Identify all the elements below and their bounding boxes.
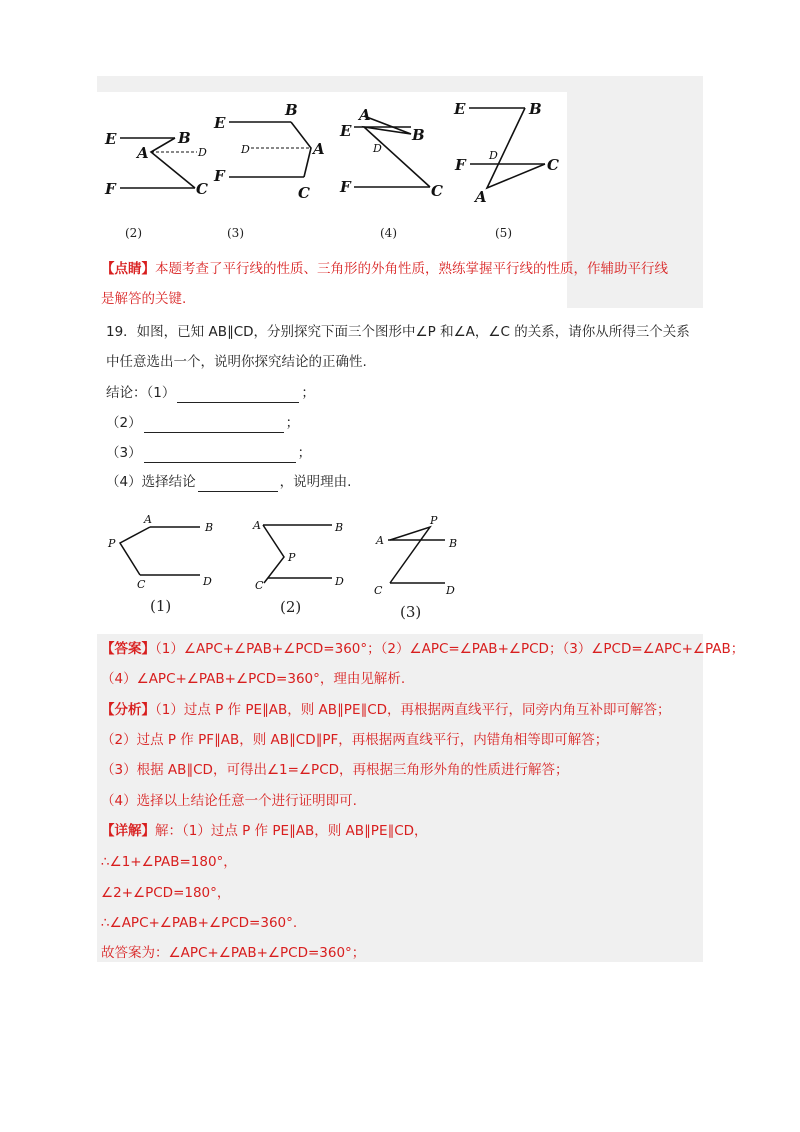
fig4-label-B: B	[412, 126, 425, 144]
previous-solution-panel	[97, 76, 703, 308]
problem-figure-2	[252, 519, 344, 616]
pfig1-label-A: A	[144, 513, 152, 526]
dianjing-line-2: 是解答的关键.	[101, 291, 187, 307]
analysis-text-1: （1）过点 P 作 PE∥AB，则 AB∥PE∥CD，再根据两直线平行，同旁内角互补即可解答；	[155, 702, 671, 718]
pfig3-caption: (3)	[400, 603, 422, 621]
conclusion-3-end: ；	[297, 445, 312, 461]
dianjing-text-1: 本题考查了平行线的性质、三角形的外角性质，熟练掌握平行线的性质，作辅助平行线	[155, 261, 668, 277]
pfig2-label-A: A	[253, 519, 261, 532]
figures-2-to-5	[97, 92, 567, 320]
fig3-label-D: D	[241, 143, 250, 156]
conclusion-label: 结论：（1）	[106, 385, 176, 401]
fig5-label-F: F	[455, 156, 466, 174]
fig4-caption: (4)	[380, 226, 397, 240]
figure-3	[213, 101, 325, 240]
pfig2-label-P: P	[288, 551, 296, 564]
pfig3-label-B: B	[449, 537, 458, 550]
analysis-line-1	[101, 700, 671, 720]
pfig1-label-D: D	[203, 575, 212, 588]
pfig2-label-C: C	[255, 579, 264, 592]
fig3-label-F: F	[214, 167, 225, 185]
pfig2-caption: (2)	[280, 598, 302, 616]
answer-blank-1[interactable]	[177, 388, 299, 403]
fig5-label-B: B	[529, 100, 542, 118]
detail-line-5: 故答案为：∠APC+∠PAB+∠PCD=360°；	[101, 945, 366, 961]
detail-text-1: 解：（1）过点 P 作 PE∥AB，则 AB∥PE∥CD，	[155, 823, 428, 839]
problem-figures	[100, 505, 480, 630]
detail-line-1	[101, 821, 428, 841]
detail-line-2: ∴∠1+∠PAB=180°，	[101, 854, 237, 870]
dianjing-line-1	[101, 259, 668, 279]
conclusion-4-end: ，说明理由.	[279, 474, 352, 490]
pfig3-label-D: D	[446, 584, 455, 597]
pfig1-label-P: P	[108, 537, 116, 550]
analysis-line-2: （2）过点 P 作 PF∥AB，则 AB∥CD∥PF，再根据两直线平行，内错角相等即可解答；	[101, 732, 609, 748]
fig4-label-A: A	[359, 106, 371, 124]
figure-2	[104, 129, 208, 240]
fig5-label-D: D	[489, 149, 498, 162]
analysis-tag: 【分析】	[101, 702, 155, 718]
answer-line-1	[101, 639, 744, 659]
answer-line-2: （4）∠APC+∠PAB+∠PCD=360°，理由见解析.	[101, 671, 406, 687]
figure-4	[339, 106, 443, 240]
problem-line-2: 中任意选出一个，说明你探究结论的正确性.	[106, 354, 367, 370]
pfig1-caption: (1)	[150, 597, 172, 615]
answer-blank-2[interactable]	[144, 418, 284, 433]
conclusion-4-label: （4）选择结论	[106, 474, 196, 490]
fig3-label-C: C	[298, 184, 310, 202]
pfig3-label-P: P	[430, 514, 438, 527]
fig2-caption: (2)	[125, 226, 142, 240]
fig4-label-C: C	[431, 182, 443, 200]
fig5-label-C: C	[547, 156, 559, 174]
conclusion-3	[106, 443, 311, 463]
analysis-line-3: （3）根据 AB∥CD，可得出∠1=∠PCD，再根据三角形外角的性质进行解答；	[101, 762, 569, 778]
detail-tag: 【详解】	[101, 823, 155, 839]
figure-strip-2-to-5	[97, 92, 567, 320]
conclusion-4	[106, 472, 351, 492]
pfig3-label-C: C	[374, 584, 383, 597]
answer-blank-3[interactable]	[144, 448, 296, 463]
pfig1-label-C: C	[137, 578, 146, 591]
conclusion-3-label: （3）	[106, 445, 142, 461]
answer-blank-4[interactable]	[198, 477, 278, 492]
fig2-label-E: E	[105, 130, 117, 148]
pfig2-label-B: B	[335, 521, 344, 534]
pfig1-label-B: B	[205, 521, 214, 534]
problem-line-1: 19．如图，已知 AB∥CD，分别探究下面三个图形中∠P 和∠A，∠C 的关系，请你从所得三个关系	[106, 324, 690, 340]
conclusion-1	[106, 383, 315, 403]
fig2-label-B: B	[178, 129, 191, 147]
fig5-label-E: E	[454, 100, 466, 118]
answer-text-1: （1）∠APC+∠PAB+∠PCD=360°；（2）∠APC=∠PAB+∠PCD；（3）∠PCD=∠APC+∠PAB；	[155, 641, 745, 657]
problem-figure-1	[107, 513, 213, 615]
fig5-label-A: A	[475, 188, 487, 206]
fig5-caption: (5)	[495, 226, 512, 240]
conclusion-2-label: （2）	[106, 415, 142, 431]
fig3-label-E: E	[214, 114, 226, 132]
conclusion-2	[106, 413, 299, 433]
figure-5	[453, 100, 559, 240]
fig2-label-C: C	[196, 180, 208, 198]
problem-figure-3	[374, 514, 457, 621]
detail-line-3: ∠2+∠PCD=180°，	[101, 885, 231, 901]
fig4-label-E: E	[340, 122, 352, 140]
pfig3-label-A: A	[376, 534, 384, 547]
detail-line-4: ∴∠APC+∠PAB+∠PCD=360°.	[101, 915, 298, 931]
answer-panel	[97, 634, 745, 962]
fig3-label-A: A	[313, 140, 325, 158]
fig4-label-D: D	[373, 142, 382, 155]
fig4-label-F: F	[340, 178, 351, 196]
dianjing-tag: 【点睛】	[101, 261, 155, 277]
answer-tag: 【答案】	[101, 641, 155, 657]
fig3-caption: (3)	[227, 226, 244, 240]
analysis-line-4: （4）选择以上结论任意一个进行证明即可.	[101, 793, 357, 809]
conclusion-2-end: ；	[285, 415, 300, 431]
fig2-label-D: D	[198, 146, 207, 159]
fig2-label-F: F	[105, 180, 116, 198]
fig3-label-B: B	[285, 101, 298, 119]
fig2-label-A: A	[137, 144, 149, 162]
pfig2-label-D: D	[335, 575, 344, 588]
conclusion-1-end: ；	[301, 385, 315, 401]
